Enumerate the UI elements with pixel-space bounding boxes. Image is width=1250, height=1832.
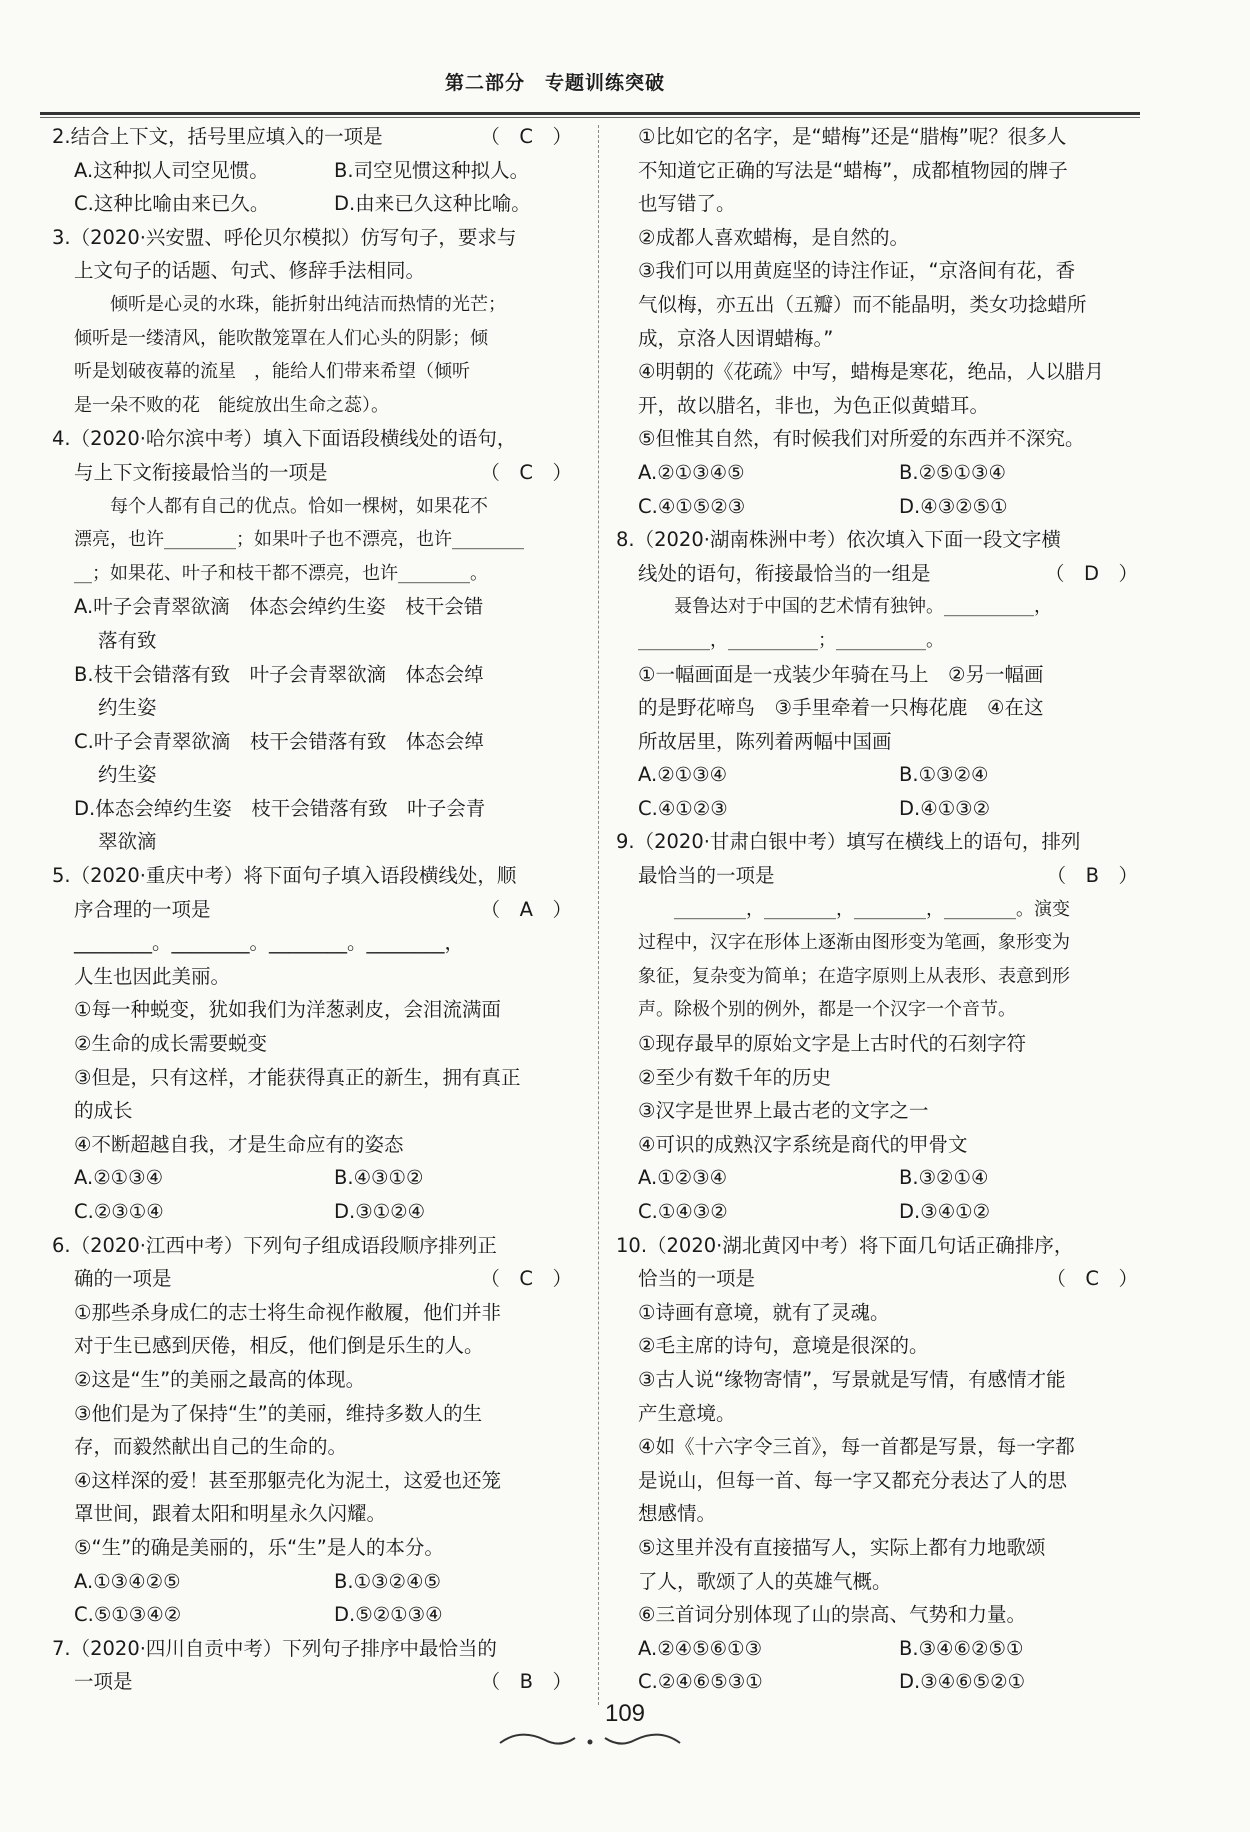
answer-option: D.由来已久这种比喻。 bbox=[334, 192, 531, 216]
answer-option bbox=[52, 658, 572, 725]
question-text bbox=[52, 993, 572, 1027]
answer-key: （ B ） bbox=[1046, 864, 1138, 888]
option-text-continued: 落有致 bbox=[98, 628, 157, 652]
question-text bbox=[52, 1363, 572, 1397]
question-text bbox=[616, 1061, 1138, 1095]
line-text: ①那些杀身成仁的志士将生命视作敝履，他们并非 bbox=[74, 1300, 501, 1324]
line-text: 每个人都有自己的优点。恰如一棵树，如果花不 bbox=[110, 495, 488, 517]
line-text: ②这是“生”的美丽之最高的体现。 bbox=[74, 1367, 366, 1391]
question-stem bbox=[616, 523, 1138, 557]
line-text: 线处的语句，衔接最恰当的一组是 bbox=[638, 561, 931, 585]
answer-option: A.②④⑤⑥①③ bbox=[638, 1636, 763, 1660]
answer-key: （ C ） bbox=[1046, 1267, 1138, 1291]
question-text bbox=[616, 187, 1138, 221]
answer-option: B.③②①④ bbox=[899, 1166, 989, 1190]
line-text: ⑤“生”的确是美丽的，乐“生”是人的本分。 bbox=[74, 1535, 444, 1559]
question-text bbox=[52, 1094, 572, 1128]
line-text: 象征，复杂变为简单；在造字原则上从表形、表意到形 bbox=[638, 965, 1070, 987]
answer-key: （ A ） bbox=[480, 897, 572, 921]
answer-option: C.①④③② bbox=[638, 1200, 728, 1223]
line-text: 一项是 bbox=[74, 1670, 133, 1694]
question-text bbox=[616, 1296, 1138, 1330]
header-rule bbox=[40, 112, 1140, 115]
line-text: ②毛主席的诗句，意境是很深的。 bbox=[638, 1334, 929, 1358]
line-text: 了人，歌颂了人的英雄气概。 bbox=[638, 1569, 892, 1593]
option-row bbox=[616, 1632, 1138, 1699]
left-column bbox=[52, 120, 572, 1699]
option-row bbox=[52, 1161, 572, 1228]
answer-option: D.③④⑥⑤②① bbox=[899, 1670, 1026, 1694]
line-text: ________，________，________，________。演变 bbox=[674, 898, 1070, 920]
line-text: 3.（2020·兴安盟、呼伦贝尔模拟）仿写句子，要求与 bbox=[52, 225, 517, 249]
line-text: 最恰当的一项是 bbox=[638, 864, 775, 888]
question-stem bbox=[52, 1229, 572, 1263]
answer-key: （ B ） bbox=[480, 1670, 572, 1694]
question-text bbox=[52, 1531, 572, 1565]
line-text: ④明朝的《花疏》中写，蜡梅是寒花，绝品，人以腊月 bbox=[638, 360, 1104, 384]
option-text: D.体态会绰约生姿 枝干会错落有致 叶子会青 bbox=[74, 796, 486, 820]
question-text bbox=[616, 221, 1138, 255]
answer-option: A.②①③④ bbox=[638, 763, 728, 787]
line-text: 的成长 bbox=[74, 1099, 133, 1123]
question-text bbox=[616, 254, 1138, 288]
option-text-continued: 约生姿 bbox=[98, 763, 157, 787]
question-text bbox=[616, 1598, 1138, 1632]
line-text: ③我们可以用黄庭坚的诗注作证，“京洛间有花，香 bbox=[638, 259, 1076, 283]
answer-option: B.④③①② bbox=[334, 1166, 424, 1190]
line-text: ②至少有数千年的历史 bbox=[638, 1065, 831, 1089]
question-text bbox=[616, 288, 1138, 322]
example-passage bbox=[616, 590, 1138, 624]
line-text: ④可识的成熟汉字系统是商代的甲骨文 bbox=[638, 1132, 968, 1156]
example-passage bbox=[52, 490, 572, 524]
answer-key: （ C ） bbox=[480, 1267, 572, 1291]
line-text: 倾听是心灵的水珠，能折射出纯洁而热情的光芒； bbox=[110, 293, 506, 315]
line-text: 6.（2020·江西中考）下列句子组成语段顺序排列正 bbox=[52, 1233, 497, 1257]
example-passage bbox=[52, 355, 572, 389]
line-text: ④不断超越自我，才是生命应有的姿态 bbox=[74, 1132, 404, 1156]
line-text: 过程中，汉字在形体上逐渐由图形变为笔画，象形变为 bbox=[638, 932, 1070, 954]
question-text bbox=[616, 1094, 1138, 1128]
example-passage bbox=[616, 926, 1138, 960]
answer-option: C.②③①④ bbox=[74, 1200, 164, 1223]
question-text bbox=[616, 1262, 1138, 1296]
question-text bbox=[52, 1430, 572, 1464]
question-text bbox=[616, 1363, 1138, 1397]
question-text bbox=[52, 1665, 572, 1699]
example-passage bbox=[616, 893, 1138, 927]
answer-option: D.④③②⑤① bbox=[899, 494, 1008, 518]
answer-option: D.③④①② bbox=[899, 1200, 991, 1223]
question-stem bbox=[52, 120, 572, 154]
question-text bbox=[616, 1565, 1138, 1599]
line-text: 聂鲁达对于中国的艺术情有独钟。__________， bbox=[674, 596, 1052, 618]
option-text-continued: 约生姿 bbox=[98, 696, 157, 720]
line-text: ①比如它的名字，是“蜡梅”还是“腊梅”呢？很多人 bbox=[638, 125, 1067, 148]
answer-key: （ D ） bbox=[1044, 561, 1138, 585]
question-stem bbox=[52, 221, 572, 255]
answer-key: （ C ） bbox=[480, 460, 572, 484]
question-text bbox=[52, 1027, 572, 1061]
line-text: ③汉字是世界上最古老的文字之一 bbox=[638, 1099, 929, 1123]
question-text bbox=[616, 1497, 1138, 1531]
question-text bbox=[52, 1061, 572, 1095]
line-text: ⑥三首词分别体现了山的崇高、气势和力量。 bbox=[638, 1603, 1026, 1627]
line-text: ④如《十六字令三首》，每一首都是写景，每一字都 bbox=[638, 1435, 1075, 1459]
example-passage bbox=[616, 960, 1138, 994]
example-passage bbox=[52, 389, 572, 423]
question-text bbox=[52, 254, 572, 288]
question-text bbox=[616, 859, 1138, 893]
question-text bbox=[616, 557, 1138, 591]
answer-option: C.⑤①③④② bbox=[74, 1603, 182, 1627]
question-text bbox=[616, 1430, 1138, 1464]
page-header bbox=[0, 60, 1150, 100]
option-row bbox=[616, 1161, 1138, 1228]
answer-option: B.③④⑥②⑤① bbox=[899, 1636, 1024, 1660]
line-text: 2.结合上下文，括号里应填入的一项是 bbox=[52, 125, 383, 148]
question-text bbox=[616, 322, 1138, 356]
option-row bbox=[616, 456, 1138, 523]
answer-option: A.这种拟人司空见惯。 bbox=[74, 158, 269, 182]
page-number: 109 bbox=[604, 1700, 646, 1727]
page-ornament bbox=[490, 1728, 690, 1758]
example-passage bbox=[52, 322, 572, 356]
example-passage bbox=[52, 557, 572, 591]
header-rule-thin bbox=[40, 117, 1140, 118]
option-text: B.枝干会错落有致 叶子会青翠欲滴 体态会绰 bbox=[74, 662, 484, 686]
line-text: 罩世间，跟着太阳和明星永久闪耀。 bbox=[74, 1502, 387, 1526]
question-text bbox=[616, 1329, 1138, 1363]
question-text bbox=[616, 422, 1138, 456]
line-text: ④这样深的爱！甚至那躯壳化为泥土，这爱也还笼 bbox=[74, 1468, 501, 1492]
line-text: 人生也因此美丽。 bbox=[74, 964, 231, 988]
question-text bbox=[52, 926, 572, 960]
line-text: 8.（2020·湖南株洲中考）依次填入下面一段文字横 bbox=[616, 528, 1061, 552]
answer-option: B.①③②④⑤ bbox=[334, 1569, 441, 1593]
answer-option: A.②①③④ bbox=[74, 1166, 164, 1190]
line-text: 是一朵不败的花 能绽放出生命之蕊）。 bbox=[74, 394, 389, 416]
question-text bbox=[52, 1296, 572, 1330]
section-title: 第二部分 专题训练突破 bbox=[445, 72, 666, 94]
line-text: ①每一种蜕变，犹如我们为洋葱剥皮，会泪流满面 bbox=[74, 998, 501, 1022]
answer-option: C.这种比喻由来已久。 bbox=[74, 192, 270, 216]
line-text: 倾听是一缕清风，能吹散笼罩在人们心头的阴影；倾 bbox=[74, 327, 488, 349]
question-text bbox=[616, 1027, 1138, 1061]
line-text: 开，故以腊名，非也，为色正似黄蜡耳。 bbox=[638, 393, 990, 417]
line-text: 存，而毅然献出自己的生命的。 bbox=[74, 1435, 348, 1459]
question-text bbox=[616, 725, 1138, 759]
line-text: ⑤这里并没有直接描写人，实际上都有力地歌颂 bbox=[638, 1535, 1046, 1559]
line-text: 是说山，但每一首、每一字又都充分表达了人的思 bbox=[638, 1468, 1068, 1492]
question-text bbox=[616, 691, 1138, 725]
option-row bbox=[52, 154, 572, 221]
answer-option: C.④①⑤②③ bbox=[638, 494, 746, 518]
option-row bbox=[616, 758, 1138, 825]
line-text: 也写错了。 bbox=[638, 192, 736, 216]
question-text bbox=[616, 1464, 1138, 1498]
answer-key: （ C ） bbox=[480, 125, 572, 148]
question-text bbox=[616, 355, 1138, 389]
line-text: 序合理的一项是 bbox=[74, 897, 211, 921]
answer-option: D.⑤②①③④ bbox=[334, 1603, 443, 1627]
example-passage bbox=[52, 288, 572, 322]
line-text: __；如果花、叶子和枝干都不漂亮，也许________。 bbox=[74, 562, 488, 584]
line-text: 成，京洛人因谓蜡梅。” bbox=[638, 326, 834, 350]
line-text: ⑤但惟其自然，有时候我们对所爱的东西并不深究。 bbox=[638, 427, 1085, 451]
option-text: A.叶子会青翠欲滴 体态会绰约生姿 枝干会错 bbox=[74, 595, 484, 619]
question-text bbox=[616, 658, 1138, 692]
answer-option bbox=[52, 792, 572, 859]
line-text: 7.（2020·四川自贡中考）下列句子排序中最恰当的 bbox=[52, 1636, 497, 1660]
line-text: 与上下文衔接最恰当的一项是 bbox=[74, 460, 328, 484]
line-text: 声。除极个别的例外，都是一个汉字一个音节。 bbox=[638, 999, 1016, 1021]
answer-option: C.②④⑥⑤③① bbox=[638, 1670, 763, 1694]
line-text: 产生意境。 bbox=[638, 1401, 736, 1425]
line-text: ②成都人喜欢蜡梅，是自然的。 bbox=[638, 225, 909, 249]
line-text: ①现存最早的原始文字是上古时代的石刻字符 bbox=[638, 1032, 1026, 1056]
line-text: 的是野花啼鸟 ③手里牵着一只梅花鹿 ④在这 bbox=[638, 696, 1044, 720]
example-passage bbox=[616, 993, 1138, 1027]
example-passage bbox=[616, 624, 1138, 658]
line-text: ③但是，只有这样，才能获得真正的新生，拥有真正 bbox=[74, 1065, 521, 1089]
answer-option: D.④①③② bbox=[899, 796, 991, 820]
line-text: 对于生已感到厌倦，相反，他们倒是乐生的人。 bbox=[74, 1334, 484, 1358]
answer-option: B.①③②④ bbox=[899, 763, 989, 787]
line-text: 想感情。 bbox=[638, 1502, 717, 1526]
question-text bbox=[52, 1262, 572, 1296]
question-stem bbox=[616, 825, 1138, 859]
answer-option bbox=[52, 590, 572, 657]
question-text bbox=[52, 893, 572, 927]
question-text bbox=[616, 1397, 1138, 1431]
line-text: 听是划破夜幕的流星 ，能给人们带来希望（倾听 bbox=[74, 361, 470, 383]
line-text: 确的一项是 bbox=[74, 1267, 172, 1291]
question-text bbox=[616, 154, 1138, 188]
question-text bbox=[52, 1464, 572, 1498]
line-text: 5.（2020·重庆中考）将下面句子填入语段横线处，顺 bbox=[52, 864, 517, 888]
answer-option bbox=[52, 725, 572, 792]
line-text: ③古人说“缘物寄情”，写景就是写情，有感情才能 bbox=[638, 1367, 1066, 1391]
line-text: 所故居里，陈列着两幅中国画 bbox=[638, 729, 892, 753]
line-text: 气似梅，亦五出（五瓣）而不能晶明，类女功捻蜡所 bbox=[638, 292, 1087, 316]
question-stem bbox=[616, 1229, 1138, 1263]
question-text bbox=[52, 960, 572, 994]
answer-option: A.①②③④ bbox=[638, 1166, 728, 1190]
question-stem bbox=[52, 1632, 572, 1666]
column-divider bbox=[598, 125, 599, 1705]
option-row bbox=[52, 1565, 572, 1632]
question-text bbox=[52, 456, 572, 490]
option-text-continued: 翠欲滴 bbox=[98, 830, 157, 854]
line-text: ①一幅画面是一戎装少年骑在马上 ②另一幅画 bbox=[638, 662, 1044, 686]
question-stem bbox=[52, 859, 572, 893]
question-text bbox=[52, 1397, 572, 1431]
question-text bbox=[616, 1531, 1138, 1565]
line-text: 4.（2020·哈尔滨中考）填入下面语段横线处的语句， bbox=[52, 427, 517, 451]
line-text: ________，__________；__________。 bbox=[638, 629, 944, 651]
answer-option: C.④①②③ bbox=[638, 796, 728, 820]
answer-option: A.①③④②⑤ bbox=[74, 1569, 181, 1593]
line-text: ________。________。________。________， bbox=[74, 931, 465, 955]
question-stem bbox=[52, 422, 572, 456]
example-passage bbox=[52, 523, 572, 557]
answer-option: B.②⑤①③④ bbox=[899, 460, 1006, 484]
line-text: ②生命的成长需要蜕变 bbox=[74, 1032, 267, 1056]
line-text: 10.（2020·湖北黄冈中考）将下面几句话正确排序， bbox=[616, 1233, 1074, 1257]
line-text: 不知道它正确的写法是“蜡梅”，成都植物园的牌子 bbox=[638, 158, 1068, 182]
answer-option: D.③①②④ bbox=[334, 1200, 426, 1223]
right-column bbox=[616, 120, 1138, 1699]
question-text bbox=[616, 1128, 1138, 1162]
question-text bbox=[616, 120, 1138, 154]
line-text: 上文句子的话题、句式、修辞手法相同。 bbox=[74, 259, 426, 283]
line-text: 9.（2020·甘肃白银中考）填写在横线上的语句，排列 bbox=[616, 830, 1081, 854]
question-text bbox=[616, 389, 1138, 423]
line-text: ③他们是为了保持“生”的美丽，维持多数人的生 bbox=[74, 1401, 483, 1425]
line-text: 漂亮，也许________；如果叶子也不漂亮，也许________ bbox=[74, 529, 524, 551]
line-text: 恰当的一项是 bbox=[638, 1267, 756, 1291]
answer-option: B.司空见惯这种拟人。 bbox=[334, 158, 530, 182]
question-text bbox=[52, 1128, 572, 1162]
question-text bbox=[52, 1497, 572, 1531]
option-text: C.叶子会青翠欲滴 枝干会错落有致 体态会绰 bbox=[74, 729, 484, 753]
line-text: ①诗画有意境，就有了灵魂。 bbox=[638, 1300, 890, 1324]
question-text bbox=[52, 1329, 572, 1363]
answer-option: A.②①③④⑤ bbox=[638, 460, 745, 484]
